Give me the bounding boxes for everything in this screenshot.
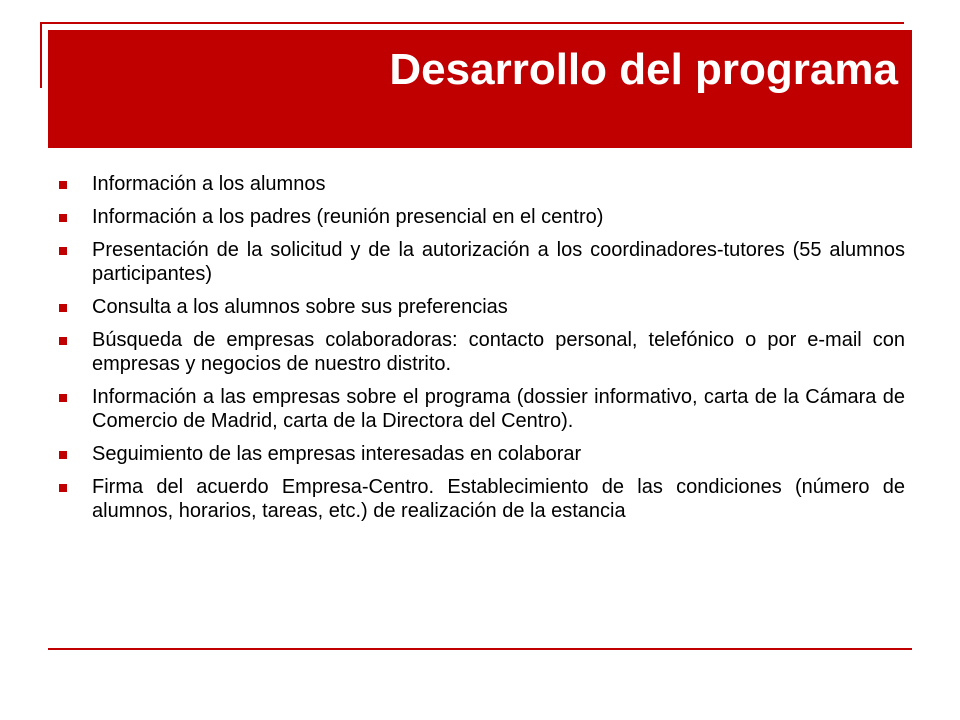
bullet-text: Información a los padres (reunión presencial en el centro): [92, 206, 604, 228]
title-banner: [48, 30, 912, 148]
decorative-top-line: [40, 22, 904, 24]
bullet-item: [57, 295, 905, 319]
bullet-text: Seguimiento de las empresas interesadas en colaborar: [92, 443, 582, 465]
square-bullet-icon: [59, 484, 67, 492]
bullet-item: [57, 385, 905, 433]
square-bullet-icon: [59, 304, 67, 312]
square-bullet-icon: [59, 451, 67, 459]
bullet-item: [57, 205, 905, 229]
bullet-text: Presentación de la solicitud y de la autorización a los coordinadores-tutores (55 alumnos participantes): [92, 239, 905, 285]
bullet-item: [57, 328, 905, 376]
bullet-text: Información a los alumnos: [92, 173, 326, 195]
bullet-item: [57, 238, 905, 286]
bullet-item: [57, 475, 905, 523]
square-bullet-icon: [59, 247, 67, 255]
bullet-list: [57, 172, 905, 532]
square-bullet-icon: [59, 181, 67, 189]
bullet-text: Firma del acuerdo Empresa-Centro. Establecimiento de las condiciones (número de alumnos, horarios, tareas, etc.) de realización de la estancia: [92, 476, 905, 522]
slide-title: Desarrollo del programa: [389, 45, 898, 94]
bullet-text: Consulta a los alumnos sobre sus preferencias: [92, 296, 508, 318]
square-bullet-icon: [59, 394, 67, 402]
square-bullet-icon: [59, 214, 67, 222]
bullet-text: Información a las empresas sobre el programa (dossier informativo, carta de la Cámara de Comercio de Madrid, carta de la Directora del Centro).: [92, 386, 905, 432]
bullet-text: Búsqueda de empresas colaboradoras: contacto personal, telefónico o por e-mail con empresas y negocios de nuestro distrito.: [92, 329, 905, 375]
square-bullet-icon: [59, 337, 67, 345]
decorative-left-line: [40, 22, 42, 88]
bullet-item: [57, 442, 905, 466]
bottom-divider: [48, 648, 912, 650]
bullet-item: [57, 172, 905, 196]
